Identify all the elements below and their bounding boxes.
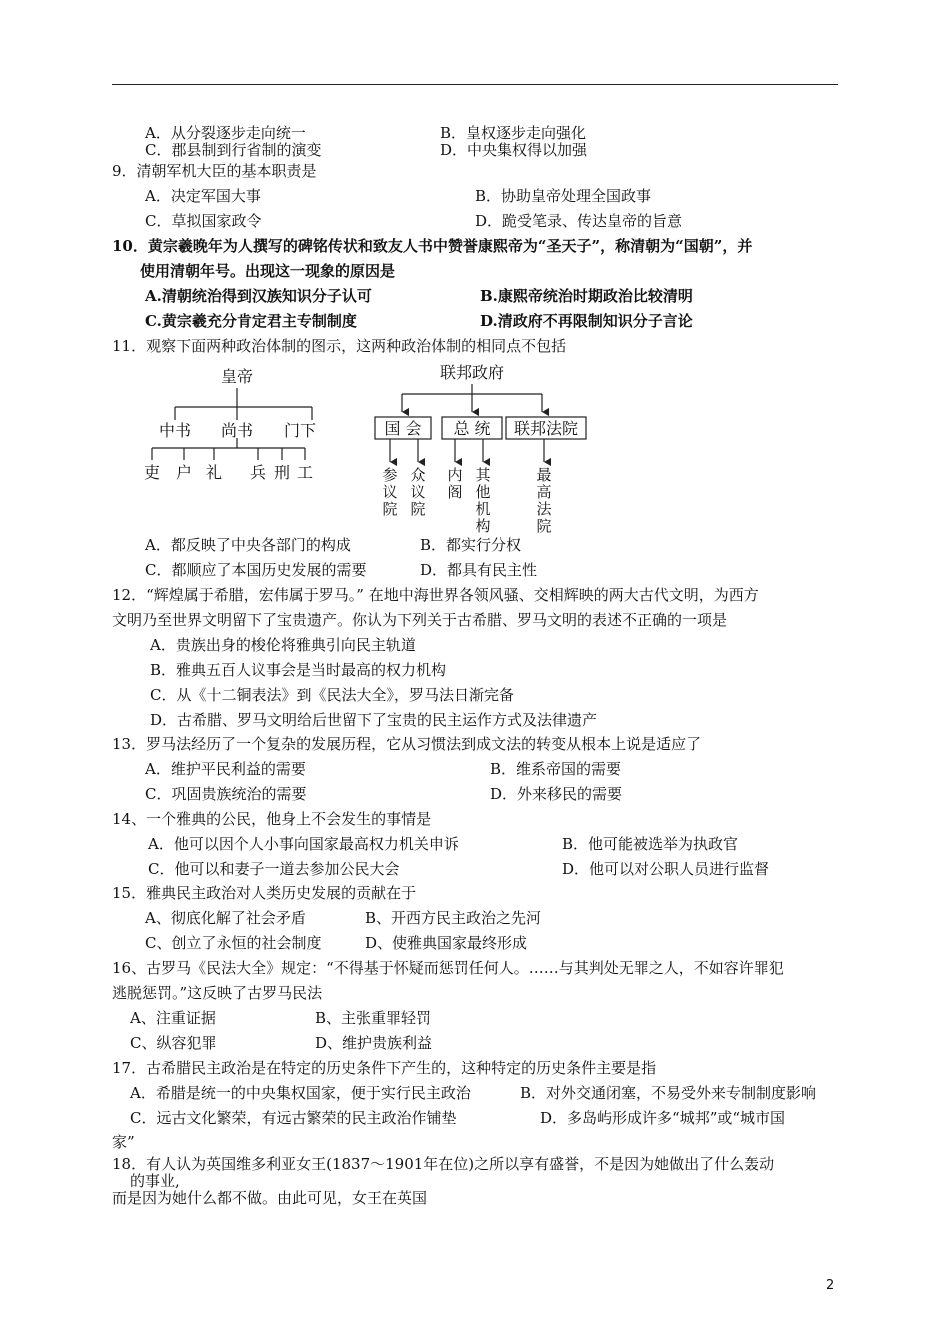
q9-stem: 9．清朝军机大臣的基本职责是 <box>112 162 317 180</box>
q16-stem-line2: 逃脱惩罚。”这反映了古罗马民法 <box>112 984 323 1002</box>
q14-option-d: D．他可以对公职人员进行监督 <box>562 860 770 878</box>
diagram-supreme-court: 最高法院 <box>536 466 552 535</box>
diagram-zhongshu: 中书 <box>158 421 192 440</box>
diagram-federal-court: 联邦法院 <box>513 419 579 438</box>
q10-option-a: A.清朝统治得到汉族知识分子认可 <box>145 287 372 305</box>
diagram-president: 总 统 <box>453 419 491 438</box>
diagram-root-federal: 联邦政府 <box>439 363 505 382</box>
q18-stem-line1-cont: 的事业, <box>130 1172 180 1190</box>
q13-option-a: A．维护平民利益的需要 <box>145 760 306 778</box>
q9-option-c: C．草拟国家政令 <box>145 212 262 230</box>
q10-option-d: D.清政府不再限制知识分子言论 <box>480 312 693 330</box>
q13-option-d: D．外来移民的需要 <box>490 785 623 803</box>
q12-option-c: C．从《十二铜表法》到《民法大全》，罗马法日渐完备 <box>150 686 514 704</box>
diagram-ministry: 吏 <box>143 463 161 482</box>
q17-option-c: C．远古文化繁荣，有远古繁荣的民主政治作铺垫 <box>130 1109 457 1127</box>
q16-stem-line1: 16、古罗马《民法大全》规定：“不得基于怀疑而惩罚任何人。……与其判处无罪之人，不如容许罪犯 <box>112 959 784 977</box>
q11-option-b: B．都实行分权 <box>420 536 522 554</box>
q13-stem: 13．罗马法经历了一个复杂的发展历程，它从习惯法到成文法的转变从根本上说是适应了 <box>112 735 702 753</box>
header-rule <box>112 84 838 85</box>
q18-stem-line1: 18．有人认为英国维多利亚女王(1837～1901年在位)之所以享有盛誉，不是因为她做出了什么轰动 <box>112 1155 775 1173</box>
q11-option-c: C．都顺应了本国历史发展的需要 <box>145 561 367 579</box>
q8-option-b: B．皇权逐步走向强化 <box>440 124 587 142</box>
q14-stem: 14、一个雅典的公民，他身上不会发生的事情是 <box>112 810 432 828</box>
diagram-senate: 参议院 <box>382 466 398 518</box>
q16-option-c: C、纵容犯罪 <box>130 1034 217 1052</box>
q12-option-d: D．古希腊、罗马文明给后世留下了宝贵的民主运作方式及法律遗产 <box>150 711 598 729</box>
page-number: 2 <box>826 1278 835 1293</box>
q11-option-d: D．都具有民主性 <box>420 561 538 579</box>
diagram-house: 众议院 <box>410 466 426 518</box>
q9-option-a: A．决定军国大事 <box>145 187 261 205</box>
q10-option-c: C.黄宗羲充分肯定君主专制制度 <box>145 312 357 330</box>
q17-option-d-continued: 家” <box>112 1133 135 1151</box>
q10-stem-line1: 10．黄宗羲晚年为人撰写的碑铭传状和致友人书中赞誉康熙帝为“圣天子”，称清朝为“国朝”，并 <box>112 237 753 255</box>
q14-option-a: A．他可以因个人小事向国家最高权力机关申诉 <box>148 835 459 853</box>
q17-stem: 17．古希腊民主政治是在特定的历史条件下产生的，这种特定的历史条件主要是指 <box>112 1059 657 1077</box>
diagram-ministry: 礼 <box>205 463 223 482</box>
q14-option-c: C．他可以和妻子一道去参加公民大会 <box>148 860 400 878</box>
diagram-ministry: 刑 <box>273 463 291 482</box>
q17-option-d: D．多岛屿形成许多“城邦”或“城市国 <box>540 1109 786 1127</box>
diagram-congress: 国 会 <box>384 419 422 438</box>
q12-stem-line2: 文明乃至世界文明留下了宝贵遗产。你认为下列关于古希腊、罗马文明的表述不正确的一项是 <box>112 611 728 629</box>
q12-stem-line1: 12．“辉煌属于希腊，宏伟属于罗马。” 在地中海世界各领风骚、交相辉映的两大古代文明，为西方 <box>112 586 759 604</box>
q11-option-a: A．都反映了中央各部门的构成 <box>145 536 351 554</box>
q12-option-a: A．贵族出身的梭伦将雅典引向民主轨道 <box>150 636 416 654</box>
q15-option-b: B、开西方民主政治之先河 <box>365 909 542 927</box>
q13-option-b: B．维系帝国的需要 <box>490 760 622 778</box>
diagram-ministry: 兵 <box>249 463 267 482</box>
q16-option-b: B、主张重罪轻罚 <box>315 1009 432 1027</box>
diagram-ministry: 工 <box>296 463 314 482</box>
diagram-ministry: 户 <box>175 463 193 482</box>
tang-system-diagram <box>140 360 340 490</box>
q12-option-b: B．雅典五百人议事会是当时最高的权力机构 <box>150 661 447 679</box>
q15-stem: 15．雅典民主政治对人类历史发展的贡献在于 <box>112 884 417 902</box>
q15-option-d: D、使雅典国家最终形成 <box>365 934 528 952</box>
q8-option-d: D．中央集权得以加强 <box>440 141 588 159</box>
diagram-root-emperor: 皇帝 <box>220 367 254 386</box>
q17-option-b: B．对外交通闭塞，不易受外来专制制度影响 <box>520 1084 817 1102</box>
q9-option-b: B．协助皇帝处理全国政事 <box>475 187 652 205</box>
q15-option-a: A、彻底化解了社会矛盾 <box>145 909 306 927</box>
q17-option-a: A．希腊是统一的中央集权国家，便于实行民主政治 <box>130 1084 471 1102</box>
q9-option-d: D．跪受笔录、传达皇帝的旨意 <box>475 212 683 230</box>
q16-option-d: D、维护贵族利益 <box>315 1034 433 1052</box>
diagram-menxia: 门下 <box>283 421 317 440</box>
q15-option-c: C、创立了永恒的社会制度 <box>145 934 322 952</box>
q18-stem-line2: 而是因为她什么都不做。由此可见，女王在英国 <box>112 1189 428 1207</box>
us-federal-diagram <box>370 358 590 538</box>
q10-stem-line2: 使用清朝年号。出现这一现象的原因是 <box>140 262 396 280</box>
q10-option-b: B.康熙帝统治时期政治比较清明 <box>480 287 693 305</box>
diagram-other-agencies: 其他机构 <box>475 466 491 535</box>
q11-stem: 11．观察下面两种政治体制的图示，这两种政治体制的相同点不包括 <box>112 337 567 355</box>
q8-option-a: A．从分裂逐步走向统一 <box>145 124 306 142</box>
q14-option-b: B．他可能被选举为执政官 <box>562 835 739 853</box>
q16-option-a: A、注重证据 <box>130 1009 216 1027</box>
diagram-shangshu: 尚书 <box>220 421 254 440</box>
q8-option-c: C．郡县制到行省制的演变 <box>145 141 322 159</box>
q13-option-c: C．巩固贵族统治的需要 <box>145 785 307 803</box>
diagram-cabinet: 内阁 <box>447 466 463 501</box>
